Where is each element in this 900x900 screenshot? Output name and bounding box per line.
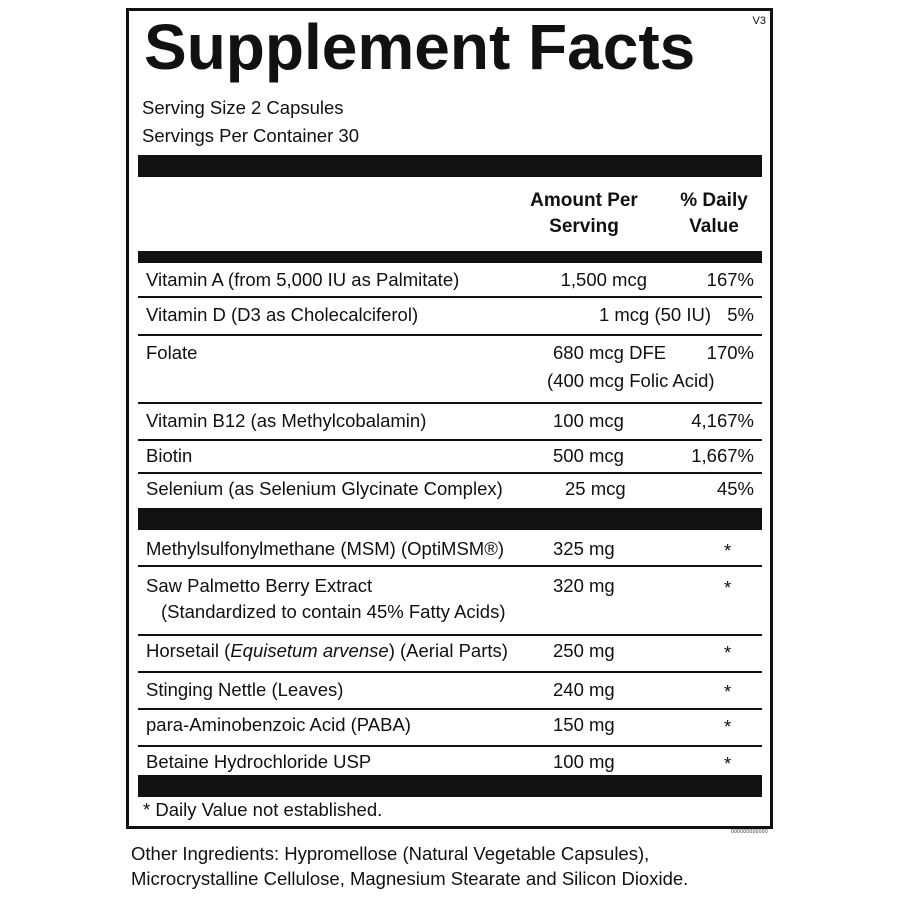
footnote: * Daily Value not established. [143, 799, 383, 820]
nutrient-daily-value: 167% [706, 269, 754, 290]
other-ingredients [131, 841, 831, 891]
serving-size: Serving Size 2 Capsules [142, 97, 344, 118]
ingredient-daily-value: * [724, 642, 732, 663]
ingredient-amount: 150 mg [553, 714, 615, 735]
thick-divider [138, 155, 762, 177]
nutrient-daily-value: 5% [727, 304, 754, 325]
nutrient-name: Vitamin D (D3 as Cholecalciferol) [146, 304, 419, 325]
ingredient-name: Stinging Nettle (Leaves) [146, 679, 344, 700]
table-row [138, 336, 762, 404]
ingredient-amount: 325 mg [553, 538, 615, 559]
table-row [138, 710, 762, 747]
nutrient-name: Folate [146, 342, 198, 363]
thick-divider [138, 251, 762, 263]
table-row [138, 263, 762, 298]
ingredient-name: Betaine Hydrochloride USP [146, 751, 372, 772]
table-row [138, 673, 762, 710]
nutrient-daily-value: 4,167% [691, 410, 754, 431]
nutrient-name: Vitamin A (from 5,000 IU as Palmitate) [146, 269, 460, 290]
daily-value-header [674, 188, 754, 240]
amount-header-line2: Serving [549, 216, 619, 237]
nutrient-name: Selenium (as Selenium Glycinate Complex) [146, 478, 503, 499]
other-ingredients-line2: Microcrystalline Cellulose, Magnesium Stearate and Silicon Dioxide. [131, 868, 689, 889]
ingredient-amount: 240 mg [553, 679, 615, 700]
version-label: V3 [752, 15, 766, 27]
thick-divider [138, 775, 762, 797]
ingredient-note: (Standardized to contain 45% Fatty Acids) [161, 601, 506, 622]
ingredient-daily-value: * [724, 540, 732, 561]
thick-divider [138, 508, 762, 530]
amount-header [521, 188, 647, 240]
ingredient-daily-value: * [724, 577, 732, 598]
ingredient-amount: 100 mg [553, 751, 615, 772]
ingredient-name-suffix: ) (Aerial Parts) [388, 640, 508, 661]
ingredient-daily-value: * [724, 681, 732, 702]
ingredient-name: Saw Palmetto Berry Extract [146, 575, 373, 596]
ingredient-name-prefix: Horsetail ( [146, 640, 231, 661]
table-row [138, 441, 762, 474]
amount-header-line1: Amount Per [530, 190, 638, 211]
ingredient-name: para-Aminobenzoic Acid (PABA) [146, 714, 411, 735]
ingredient-daily-value: * [724, 716, 732, 737]
nutrient-amount: 1,500 mcg [560, 269, 647, 290]
table-row [138, 530, 762, 567]
ingredient-name [146, 537, 504, 561]
nutrient-amount: 100 mcg [553, 410, 624, 431]
nutrient-name: Vitamin B12 (as Methylcobalamin) [146, 410, 427, 431]
nutrient-amount: 1 mcg (50 IU) [598, 304, 711, 325]
nutrient-daily-value: 45% [716, 478, 754, 499]
dv-header-line2: Value [689, 216, 739, 237]
nutrient-amount: 500 mcg [553, 445, 624, 466]
table-row [138, 298, 762, 336]
nutrient-name: Biotin [146, 445, 193, 466]
servings-per-container: Servings Per Container 30 [142, 125, 359, 146]
nutrient-amount-note: (400 mcg Folic Acid) [547, 370, 715, 391]
nutrient-amount: 25 mcg [565, 478, 626, 499]
table-row [138, 747, 762, 777]
ingredient-name-text: Methylsulfonylmethane (MSM) (OptiMSM®) [146, 538, 505, 559]
nutrient-daily-value: 170% [706, 342, 754, 363]
nutrient-daily-value: 1,667% [691, 445, 754, 466]
supplement-facts-panel [126, 8, 773, 829]
dv-header-line1: % Daily [680, 190, 748, 211]
ingredient-latin-name: Equisetum arvense [230, 640, 389, 661]
ingredient-name [146, 639, 508, 663]
ingredient-amount: 250 mg [553, 640, 615, 661]
other-ingredients-line1: Other Ingredients: Hypromellose (Natural Vegetable Capsules), [131, 843, 650, 864]
ingredient-daily-value: * [724, 753, 732, 774]
table-row [138, 636, 762, 673]
table-row [138, 404, 762, 441]
label-code: 000000000000 [731, 829, 768, 835]
table-row [138, 474, 762, 507]
table-row [138, 567, 762, 636]
panel-title: Supplement Facts [144, 11, 696, 83]
ingredient-amount: 320 mg [553, 575, 615, 596]
nutrient-amount: 680 mcg DFE [553, 342, 667, 363]
